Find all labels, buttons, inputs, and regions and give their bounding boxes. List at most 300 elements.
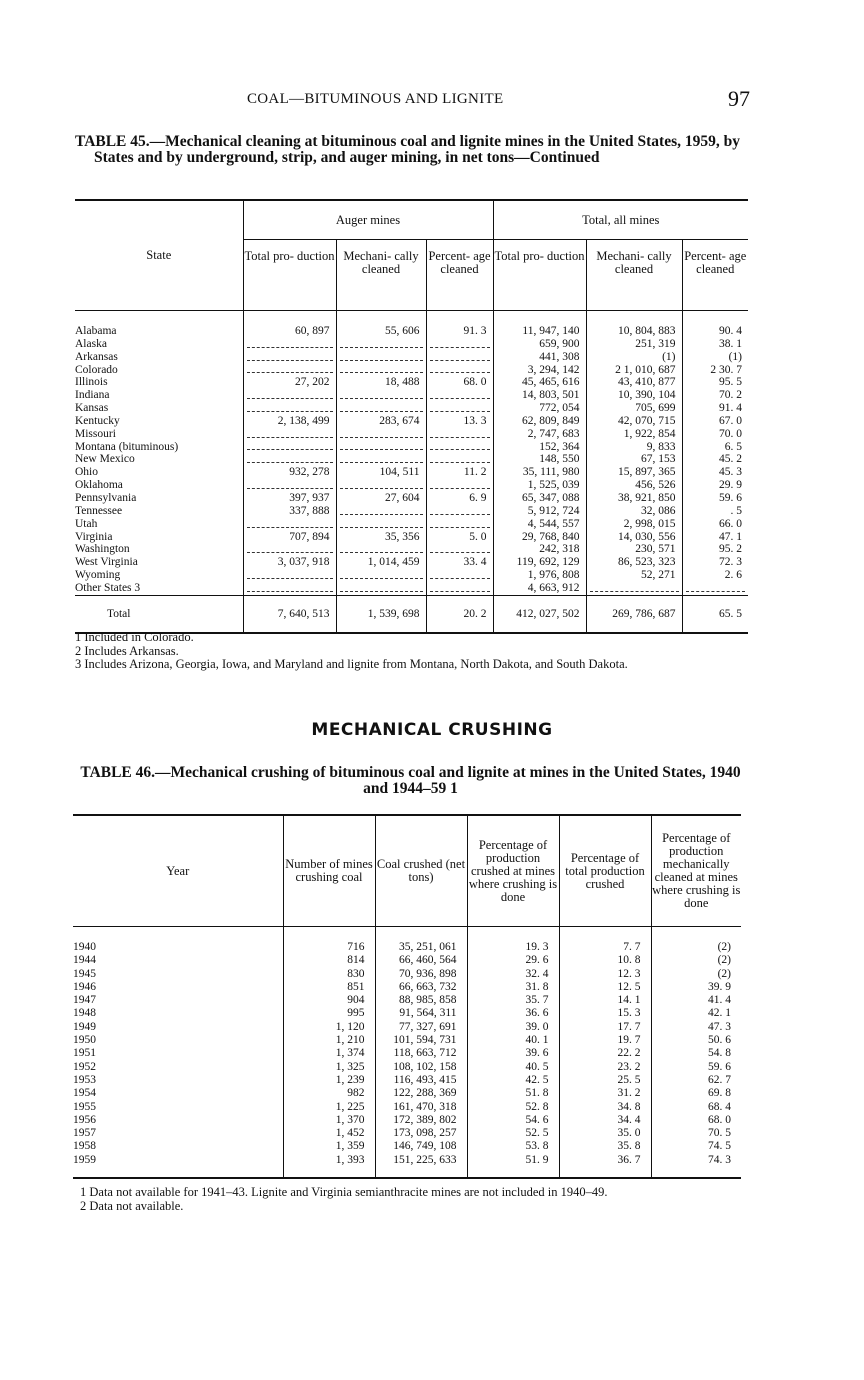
table-row bbox=[75, 466, 748, 479]
state-name: Virginia bbox=[75, 530, 113, 543]
total-percentage: 95. 2 bbox=[682, 543, 748, 556]
pct-mechanically-cleaned: 50. 6 bbox=[651, 1034, 741, 1047]
page-number: 97 bbox=[728, 86, 750, 111]
pct-crushed-where-done: 42. 5 bbox=[467, 1074, 559, 1087]
auger-mechanically-cleaned bbox=[336, 364, 426, 377]
coal-crushed: 151, 225, 633 bbox=[375, 1154, 467, 1178]
total-auger-production: 7, 640, 513 bbox=[243, 595, 336, 633]
pct-total-crushed: 31. 2 bbox=[559, 1087, 651, 1100]
auger-percentage bbox=[426, 389, 493, 402]
table-row bbox=[73, 1114, 741, 1127]
pct-crushed-where-done: 31. 8 bbox=[467, 981, 559, 994]
table-row bbox=[75, 479, 748, 492]
table-45-body bbox=[75, 311, 748, 596]
table-45-footnotes bbox=[75, 631, 750, 672]
total-mechanically-cleaned: 15, 897, 365 bbox=[586, 466, 682, 479]
total-label: Total bbox=[75, 595, 243, 633]
mines-crushing: 1, 452 bbox=[283, 1127, 375, 1140]
state-name: Alabama bbox=[75, 325, 117, 337]
coal-crushed: 88, 985, 858 bbox=[375, 994, 467, 1007]
total-percentage: 66. 0 bbox=[682, 518, 748, 531]
year: 1947 bbox=[73, 994, 96, 1007]
auger-percentage bbox=[426, 479, 493, 492]
year: 1954 bbox=[73, 1087, 96, 1100]
footnote: 1 Included in Colorado. bbox=[75, 630, 194, 644]
total-production: 772, 054 bbox=[493, 402, 586, 415]
auger-percentage: 91. 3 bbox=[426, 311, 493, 338]
year-column-header: Year bbox=[73, 815, 283, 927]
year: 1955 bbox=[73, 1100, 96, 1113]
year: 1958 bbox=[73, 1140, 96, 1153]
auger-mechanically-cleaned: 104, 511 bbox=[336, 466, 426, 479]
coal-crushed: 108, 102, 158 bbox=[375, 1061, 467, 1074]
auger-mechanically-cleaned: 35, 356 bbox=[336, 531, 426, 544]
state-name: Colorado bbox=[75, 363, 118, 376]
auger-mechanically-cleaned-header: Mechani- cally cleaned bbox=[336, 240, 426, 311]
mines-crushing: 1, 239 bbox=[283, 1074, 375, 1087]
auger-production bbox=[243, 582, 336, 595]
coal-crushed: 173, 098, 257 bbox=[375, 1127, 467, 1140]
state-name: Ohio bbox=[75, 466, 98, 479]
auger-production: 27, 202 bbox=[243, 376, 336, 389]
table-46-footnotes bbox=[80, 1186, 750, 1213]
footnote: 2 Data not available. bbox=[80, 1198, 184, 1213]
table-45-total-row bbox=[75, 595, 748, 633]
pct-total-crushed: 22. 2 bbox=[559, 1047, 651, 1060]
auger-percentage bbox=[426, 338, 493, 351]
table-row bbox=[75, 543, 748, 556]
table-row bbox=[75, 582, 748, 595]
total-percentage: (1) bbox=[682, 351, 748, 364]
table-46-body bbox=[73, 927, 741, 1179]
total-production: 441, 308 bbox=[493, 351, 586, 364]
auger-mechanically-cleaned bbox=[336, 338, 426, 351]
mines-crushing: 904 bbox=[283, 994, 375, 1007]
total-production: 1, 525, 039 bbox=[493, 479, 586, 492]
coal-crushed: 161, 470, 318 bbox=[375, 1101, 467, 1114]
table-46-caption: TABLE 46.—Mechanical crushing of bituminous coal and lignite at mines in the United States, 1940 and 1944–59 1 bbox=[80, 764, 741, 797]
auger-percentage: 6. 9 bbox=[426, 492, 493, 505]
auger-mechanically-cleaned: 1, 014, 459 bbox=[336, 556, 426, 569]
auger-production: 60, 897 bbox=[243, 311, 336, 338]
total-mechanically-cleaned: 42, 070, 715 bbox=[586, 415, 682, 428]
table-row bbox=[75, 453, 748, 466]
footnote: 1 Data not available for 1941–43. Lignite and Virginia semianthracite mines are not included in 1940–49. bbox=[80, 1185, 608, 1199]
total-percentage: 2 30. 7 bbox=[682, 364, 748, 377]
total-percentage: 91. 4 bbox=[682, 402, 748, 415]
table-row bbox=[73, 1087, 741, 1100]
table-row bbox=[73, 1127, 741, 1140]
table-row bbox=[73, 1034, 741, 1047]
pct-total-crushed: 19. 7 bbox=[559, 1034, 651, 1047]
table-row bbox=[75, 376, 748, 389]
pct-mechanically-cleaned: 68. 4 bbox=[651, 1101, 741, 1114]
coal-crushed: 122, 288, 369 bbox=[375, 1087, 467, 1100]
total-all-mines-group-header: Total, all mines bbox=[493, 200, 748, 240]
table-row bbox=[73, 981, 741, 994]
auger-percentage: 11. 2 bbox=[426, 466, 493, 479]
running-head bbox=[75, 88, 750, 116]
table-row bbox=[73, 1154, 741, 1178]
pct-crushed-where-done: 51. 8 bbox=[467, 1087, 559, 1100]
auger-production bbox=[243, 364, 336, 377]
table-row bbox=[73, 1140, 741, 1153]
total-percentage: 70. 0 bbox=[682, 428, 748, 441]
pct-total-crushed: 34. 4 bbox=[559, 1114, 651, 1127]
year: 1944 bbox=[73, 954, 96, 967]
total-mechanically-cleaned: (1) bbox=[586, 351, 682, 364]
total-percentage-header: Percent- age cleaned bbox=[682, 240, 748, 311]
state-name: Wyoming bbox=[75, 569, 121, 582]
year: 1949 bbox=[73, 1020, 96, 1033]
total-production: 29, 768, 840 bbox=[493, 531, 586, 544]
mines-crushing: 1, 374 bbox=[283, 1047, 375, 1060]
state-name: Other States 3 bbox=[75, 581, 141, 594]
table-row bbox=[73, 954, 741, 967]
year: 1951 bbox=[73, 1047, 96, 1060]
total-percentage: 29. 9 bbox=[682, 479, 748, 492]
auger-mechanically-cleaned bbox=[336, 479, 426, 492]
auger-percentage-header: Percent- age cleaned bbox=[426, 240, 493, 311]
mines-crushing: 716 bbox=[283, 927, 375, 955]
coal-crushed: 146, 749, 108 bbox=[375, 1140, 467, 1153]
total-all-mechanically-cleaned: 269, 786, 687 bbox=[586, 595, 682, 633]
year: 1950 bbox=[73, 1034, 96, 1047]
mines-crushing: 830 bbox=[283, 968, 375, 981]
auger-percentage bbox=[426, 402, 493, 415]
total-production: 1, 976, 808 bbox=[493, 569, 586, 582]
total-auger-mechanically-cleaned: 1, 539, 698 bbox=[336, 595, 426, 633]
table-row bbox=[75, 556, 748, 569]
auger-production bbox=[243, 569, 336, 582]
coal-crushed: 118, 663, 712 bbox=[375, 1047, 467, 1060]
auger-mechanically-cleaned bbox=[336, 389, 426, 402]
coal-crushed: 66, 460, 564 bbox=[375, 954, 467, 967]
auger-percentage: 33. 4 bbox=[426, 556, 493, 569]
total-production: 119, 692, 129 bbox=[493, 556, 586, 569]
pct-mechanically-cleaned: 68. 0 bbox=[651, 1114, 741, 1127]
auger-percentage: 68. 0 bbox=[426, 376, 493, 389]
table-row bbox=[73, 994, 741, 1007]
state-name: Pennsylvania bbox=[75, 491, 137, 504]
state-name: Arkansas bbox=[75, 350, 118, 363]
mines-crushing: 1, 393 bbox=[283, 1154, 375, 1178]
pct-mechanically-cleaned: 74. 5 bbox=[651, 1140, 741, 1153]
pct-total-crushed: 14. 1 bbox=[559, 994, 651, 1007]
total-mechanically-cleaned: 38, 921, 850 bbox=[586, 492, 682, 505]
table-row bbox=[75, 505, 748, 518]
pct-total-crushed: 35. 0 bbox=[559, 1127, 651, 1140]
auger-mechanically-cleaned bbox=[336, 402, 426, 415]
pct-crushed-where-done: 52. 5 bbox=[467, 1127, 559, 1140]
auger-percentage bbox=[426, 428, 493, 441]
total-all-percentage: 65. 5 bbox=[682, 595, 748, 633]
mines-crushing: 1, 359 bbox=[283, 1140, 375, 1153]
auger-production: 2, 138, 499 bbox=[243, 415, 336, 428]
auger-production: 337, 888 bbox=[243, 505, 336, 518]
total-mechanically-cleaned: 705, 699 bbox=[586, 402, 682, 415]
mines-crushing: 851 bbox=[283, 981, 375, 994]
auger-mechanically-cleaned bbox=[336, 453, 426, 466]
total-percentage: 47. 1 bbox=[682, 531, 748, 544]
table-row bbox=[75, 518, 748, 531]
total-mechanically-cleaned: 251, 319 bbox=[586, 338, 682, 351]
table-45-caption: TABLE 45.—Mechanical cleaning at bituminous coal and lignite mines in the United States, 1959, by States and by underground, strip, and auger mining, in net tons—Continued bbox=[75, 133, 740, 166]
total-production: 4, 544, 557 bbox=[493, 518, 586, 531]
table-row bbox=[75, 351, 748, 364]
total-percentage: 45. 3 bbox=[682, 466, 748, 479]
total-percentage: . 5 bbox=[682, 505, 748, 518]
pct-mechanically-cleaned: (2) bbox=[651, 954, 741, 967]
table-row bbox=[75, 402, 748, 415]
mines-crushing: 995 bbox=[283, 1007, 375, 1020]
total-mechanically-cleaned bbox=[586, 582, 682, 595]
auger-mechanically-cleaned bbox=[336, 351, 426, 364]
pct-mechanically-cleaned: 47. 3 bbox=[651, 1021, 741, 1034]
coal-crushed: 91, 564, 311 bbox=[375, 1007, 467, 1020]
pct-total-crushed: 12. 3 bbox=[559, 968, 651, 981]
state-name: Oklahoma bbox=[75, 479, 123, 492]
year: 1957 bbox=[73, 1127, 96, 1140]
total-mechanically-cleaned: 52, 271 bbox=[586, 569, 682, 582]
auger-mechanically-cleaned bbox=[336, 543, 426, 556]
pct-crushed-where-done: 19. 3 bbox=[467, 927, 559, 955]
table-row bbox=[73, 1101, 741, 1114]
table-row bbox=[75, 389, 748, 402]
pct-crushed-where-done: 36. 6 bbox=[467, 1007, 559, 1020]
year: 1959 bbox=[73, 1153, 96, 1166]
auger-production bbox=[243, 543, 336, 556]
total-mechanically-cleaned: 10, 804, 883 bbox=[586, 311, 682, 338]
state-name: West Virginia bbox=[75, 556, 138, 569]
year: 1945 bbox=[73, 967, 96, 980]
total-mechanically-cleaned: 14, 030, 556 bbox=[586, 531, 682, 544]
year: 1940 bbox=[73, 941, 96, 953]
total-percentage: 2. 6 bbox=[682, 569, 748, 582]
pct-total-crushed: 35. 8 bbox=[559, 1140, 651, 1153]
footnote: 3 Includes Arizona, Georgia, Iowa, and Maryland and lignite from Montana, North Dakota, and South Dakota. bbox=[75, 657, 628, 671]
pct-total-crushed: 7. 7 bbox=[559, 927, 651, 955]
pct-crushed-where-done: 52. 8 bbox=[467, 1101, 559, 1114]
table-row bbox=[73, 968, 741, 981]
pct-mechanically-cleaned: 70. 5 bbox=[651, 1127, 741, 1140]
pct-crushed-where-done: 40. 5 bbox=[467, 1061, 559, 1074]
pct-total-crushed: 17. 7 bbox=[559, 1021, 651, 1034]
total-production: 11, 947, 140 bbox=[493, 311, 586, 338]
auger-percentage bbox=[426, 453, 493, 466]
total-percentage: 95. 5 bbox=[682, 376, 748, 389]
total-production: 2, 747, 683 bbox=[493, 428, 586, 441]
auger-production bbox=[243, 453, 336, 466]
table-row bbox=[75, 338, 748, 351]
total-mechanically-cleaned: 1, 922, 854 bbox=[586, 428, 682, 441]
auger-percentage bbox=[426, 364, 493, 377]
auger-percentage bbox=[426, 543, 493, 556]
mines-crushing: 814 bbox=[283, 954, 375, 967]
coal-crushed: 172, 389, 802 bbox=[375, 1114, 467, 1127]
total-production: 3, 294, 142 bbox=[493, 364, 586, 377]
pct-mechanically-cleaned: 42. 1 bbox=[651, 1007, 741, 1020]
pct-mechanically-cleaned: (2) bbox=[651, 927, 741, 955]
pct-total-crushed-header: Percentage of total production crushed bbox=[559, 815, 651, 927]
total-mechanically-cleaned-header: Mechani- cally cleaned bbox=[586, 240, 682, 311]
total-mechanically-cleaned: 230, 571 bbox=[586, 543, 682, 556]
year: 1946 bbox=[73, 980, 96, 993]
pct-total-crushed: 25. 5 bbox=[559, 1074, 651, 1087]
table-row bbox=[75, 441, 748, 454]
auger-mechanically-cleaned bbox=[336, 428, 426, 441]
auger-production-header: Total pro- duction bbox=[243, 240, 336, 311]
total-percentage: 6. 5 bbox=[682, 441, 748, 454]
auger-production bbox=[243, 479, 336, 492]
mines-crushing-header: Number of mines crushing coal bbox=[283, 815, 375, 927]
state-name: Washington bbox=[75, 543, 130, 556]
coal-crushed: 35, 251, 061 bbox=[375, 927, 467, 955]
total-production: 62, 809, 849 bbox=[493, 415, 586, 428]
total-mechanically-cleaned: 2 1, 010, 687 bbox=[586, 364, 682, 377]
table-row bbox=[75, 531, 748, 544]
total-percentage: 70. 2 bbox=[682, 389, 748, 402]
total-percentage: 67. 0 bbox=[682, 415, 748, 428]
coal-crushed: 66, 663, 732 bbox=[375, 981, 467, 994]
pct-mechanically-cleaned-header: Percentage of production mechanically cleaned at mines where crushing is done bbox=[651, 815, 741, 927]
total-mechanically-cleaned: 456, 526 bbox=[586, 479, 682, 492]
state-name: Tennessee bbox=[75, 504, 123, 517]
table-46 bbox=[73, 814, 741, 1179]
pct-mechanically-cleaned: 41. 4 bbox=[651, 994, 741, 1007]
auger-percentage bbox=[426, 569, 493, 582]
state-name: Alaska bbox=[75, 337, 107, 350]
pct-mechanically-cleaned: 39. 9 bbox=[651, 981, 741, 994]
auger-percentage bbox=[426, 582, 493, 595]
state-name: Kentucky bbox=[75, 414, 120, 427]
auger-percentage bbox=[426, 351, 493, 364]
table-row bbox=[73, 1074, 741, 1087]
total-percentage: 72. 3 bbox=[682, 556, 748, 569]
pct-total-crushed: 12. 5 bbox=[559, 981, 651, 994]
total-production: 4, 663, 912 bbox=[493, 582, 586, 595]
mines-crushing: 1, 225 bbox=[283, 1101, 375, 1114]
pct-mechanically-cleaned: 54. 8 bbox=[651, 1047, 741, 1060]
pct-total-crushed: 15. 3 bbox=[559, 1007, 651, 1020]
state-name: New Mexico bbox=[75, 453, 135, 466]
auger-production: 3, 037, 918 bbox=[243, 556, 336, 569]
auger-mechanically-cleaned bbox=[336, 518, 426, 531]
coal-crushed: 70, 936, 898 bbox=[375, 968, 467, 981]
state-name: Indiana bbox=[75, 389, 110, 402]
pct-total-crushed: 34. 8 bbox=[559, 1101, 651, 1114]
auger-mechanically-cleaned bbox=[336, 441, 426, 454]
total-mechanically-cleaned: 67, 153 bbox=[586, 453, 682, 466]
auger-production bbox=[243, 428, 336, 441]
total-percentage bbox=[682, 582, 748, 595]
year: 1952 bbox=[73, 1060, 96, 1073]
total-production: 65, 347, 088 bbox=[493, 492, 586, 505]
auger-mechanically-cleaned: 18, 488 bbox=[336, 376, 426, 389]
auger-mines-group-header: Auger mines bbox=[243, 200, 493, 240]
year: 1953 bbox=[73, 1073, 96, 1086]
pct-crushed-where-done: 32. 4 bbox=[467, 968, 559, 981]
state-name: Illinois bbox=[75, 376, 108, 389]
mines-crushing: 1, 120 bbox=[283, 1021, 375, 1034]
mines-crushing: 1, 210 bbox=[283, 1034, 375, 1047]
auger-mechanically-cleaned bbox=[336, 569, 426, 582]
auger-percentage bbox=[426, 505, 493, 518]
state-name: Kansas bbox=[75, 402, 109, 415]
total-production: 14, 803, 501 bbox=[493, 389, 586, 402]
total-production: 45, 465, 616 bbox=[493, 376, 586, 389]
pct-crushed-where-done: 29. 6 bbox=[467, 954, 559, 967]
pct-mechanically-cleaned: 62. 7 bbox=[651, 1074, 741, 1087]
auger-production bbox=[243, 402, 336, 415]
total-mechanically-cleaned: 43, 410, 877 bbox=[586, 376, 682, 389]
pct-crushed-where-done: 54. 6 bbox=[467, 1114, 559, 1127]
pct-mechanically-cleaned: 59. 6 bbox=[651, 1061, 741, 1074]
pct-crushed-where-done-header: Percentage of production crushed at mines where crushing is done bbox=[467, 815, 559, 927]
pct-total-crushed: 23. 2 bbox=[559, 1061, 651, 1074]
pct-total-crushed: 10. 8 bbox=[559, 954, 651, 967]
total-mechanically-cleaned: 86, 523, 323 bbox=[586, 556, 682, 569]
state-column-header: State bbox=[75, 200, 243, 311]
total-auger-percentage: 20. 2 bbox=[426, 595, 493, 633]
table-row bbox=[73, 1047, 741, 1060]
table-row bbox=[75, 492, 748, 505]
auger-production: 397, 937 bbox=[243, 492, 336, 505]
year: 1956 bbox=[73, 1113, 96, 1126]
auger-percentage bbox=[426, 441, 493, 454]
state-name: Utah bbox=[75, 517, 98, 530]
auger-production bbox=[243, 351, 336, 364]
auger-production bbox=[243, 338, 336, 351]
total-mechanically-cleaned: 10, 390, 104 bbox=[586, 389, 682, 402]
auger-mechanically-cleaned: 27, 604 bbox=[336, 492, 426, 505]
table-45 bbox=[75, 199, 748, 634]
auger-mechanically-cleaned: 283, 674 bbox=[336, 415, 426, 428]
table-row bbox=[75, 428, 748, 441]
table-row bbox=[73, 1061, 741, 1074]
auger-production: 932, 278 bbox=[243, 466, 336, 479]
auger-mechanically-cleaned bbox=[336, 505, 426, 518]
running-title: COAL—BITUMINOUS AND LIGNITE bbox=[247, 91, 504, 107]
auger-mechanically-cleaned: 55, 606 bbox=[336, 311, 426, 338]
mines-crushing: 1, 370 bbox=[283, 1114, 375, 1127]
coal-crushed: 77, 327, 691 bbox=[375, 1021, 467, 1034]
auger-mechanically-cleaned bbox=[336, 582, 426, 595]
total-percentage: 38. 1 bbox=[682, 338, 748, 351]
total-mechanically-cleaned: 32, 086 bbox=[586, 505, 682, 518]
total-all-production: 412, 027, 502 bbox=[493, 595, 586, 633]
state-name: Montana (bituminous) bbox=[75, 440, 179, 453]
total-production: 152, 364 bbox=[493, 441, 586, 454]
pct-crushed-where-done: 39. 6 bbox=[467, 1047, 559, 1060]
pct-crushed-where-done: 35. 7 bbox=[467, 994, 559, 1007]
coal-crushed: 101, 594, 731 bbox=[375, 1034, 467, 1047]
table-row bbox=[75, 569, 748, 582]
total-mechanically-cleaned: 9, 833 bbox=[586, 441, 682, 454]
total-mechanically-cleaned: 2, 998, 015 bbox=[586, 518, 682, 531]
auger-production: 707, 894 bbox=[243, 531, 336, 544]
table-row bbox=[73, 927, 741, 955]
state-name: Missouri bbox=[75, 427, 116, 440]
total-production: 148, 550 bbox=[493, 453, 586, 466]
footnote: 2 Includes Arkansas. bbox=[75, 643, 179, 658]
total-production: 5, 912, 724 bbox=[493, 505, 586, 518]
pct-mechanically-cleaned: 69. 8 bbox=[651, 1087, 741, 1100]
pct-crushed-where-done: 53. 8 bbox=[467, 1140, 559, 1153]
table-row bbox=[73, 1007, 741, 1020]
auger-production bbox=[243, 518, 336, 531]
section-heading: MECHANICAL CRUSHING bbox=[311, 720, 553, 740]
